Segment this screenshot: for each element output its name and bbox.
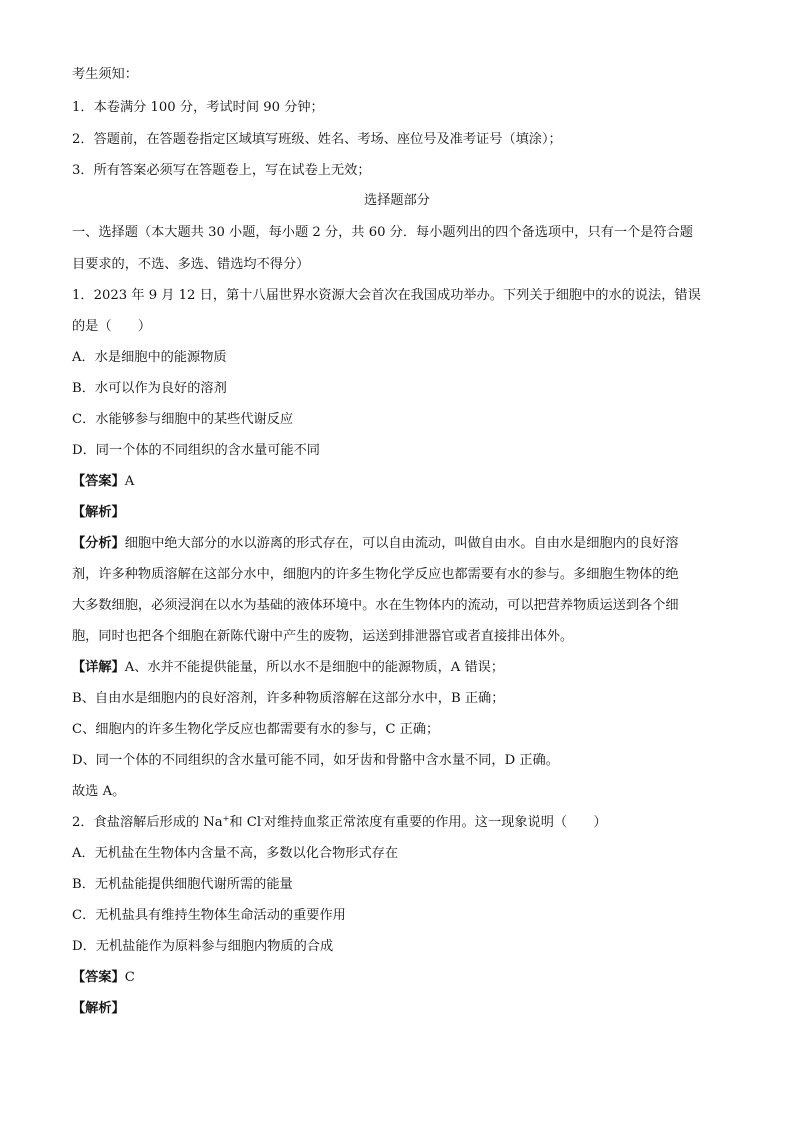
q1-fenxi-text-1: 细胞中绝大部分的水以游离的形式存在，可以自由流动，叫做自由水。自由水是细胞内的良好溶 xyxy=(124,536,679,551)
q2-option-b: B．无机盐能提供细胞代谢所需的能量 xyxy=(72,877,293,892)
q1-fenxi-line-4: 胞，同时也把各个细胞在新陈代谢中产生的废物，运送到排泄器官或者直接排出体外。 xyxy=(72,629,574,644)
part-one-line-2: 目要求的，不选、多选、错选均不得分） xyxy=(72,257,310,272)
q1-analysis-label: 【解析】 xyxy=(72,505,125,520)
notice-item-1: 1．本卷满分 100 分，考试时间 90 分钟； xyxy=(72,100,324,115)
q2-answer-value: C xyxy=(124,970,135,985)
q2-answer xyxy=(72,969,135,987)
q2-stem xyxy=(72,814,607,832)
q2-option-c: C．无机盐具有维持生物体生命活动的重要作用 xyxy=(72,908,346,923)
q1-answer-value: A xyxy=(124,474,135,489)
q1-fenxi-line-3: 大多数细胞，必须浸润在以水为基础的液体环境中。水在生物体内的流动，可以把营养物质运送到各个细 xyxy=(72,598,679,613)
q1-stem-line-1: 1．2023 年 9 月 12 日，第十八届世界水资源大会首次在我国成功举办。下列关于细胞中的水的说法，错误 xyxy=(72,288,701,303)
q1-answer-label: 【答案】 xyxy=(72,474,125,489)
q1-option-d: D．同一个体的不同组织的含水量可能不同 xyxy=(72,443,320,458)
q1-option-a: A．水是细胞中的能源物质 xyxy=(72,350,227,365)
notice-title: 考生须知： xyxy=(72,67,138,82)
q1-fenxi-line-2: 剂，许多种物质溶解在这部分水中，细胞内的许多生物化学反应也都需要有水的参与。多细胞生物体的绝 xyxy=(72,567,679,582)
q1-xiangjie-line-4: D、同一个体的不同组织的含水量可能不同，如牙齿和骨骼中含水量不同，D 正确。 xyxy=(72,753,559,768)
q2-stem-post: 对维持血浆正常浓度有重要的作用。这一现象说明（ ） xyxy=(263,815,607,830)
q2-analysis-label: 【解析】 xyxy=(72,1001,125,1016)
notice-item-3: 3．所有答案必须写在答题卷上，写在试卷上无效； xyxy=(72,163,371,178)
q1-xiangjie-text-1: A、水并不能提供能量，所以水不是细胞中的能源物质，A 错误； xyxy=(124,660,505,675)
q1-conclusion: 故选 A。 xyxy=(72,784,126,799)
q1-xiangjie-line-2: B、自由水是细胞内的良好溶剂，许多种物质溶解在这部分水中，B 正确； xyxy=(72,691,505,706)
part-one-line-1: 一、选择题（本大题共 30 小题，每小题 2 分，共 60 分．每小题列出的四个备选项中，只有一个是符合题 xyxy=(72,225,693,240)
q2-option-a: A．无机盐在生物体内含量不高，多数以化合物形式存在 xyxy=(72,846,399,861)
q1-option-b: B．水可以作为良好的溶剂 xyxy=(72,381,227,396)
q2-stem-pre: 2．食盐溶解后形成的 Na xyxy=(72,815,223,830)
q2-answer-label: 【答案】 xyxy=(72,970,125,985)
q1-xiangjie-line-1 xyxy=(72,659,504,677)
q2-stem-mid: 和 Cl xyxy=(229,815,262,830)
q1-answer xyxy=(72,473,134,491)
q2-option-d: D．无机盐能作为原料参与细胞内物质的合成 xyxy=(72,939,334,954)
q1-fenxi-label: 【分析】 xyxy=(72,536,125,551)
q2-sup-minus: - xyxy=(261,814,264,823)
q1-stem-line-2: 的是（ ） xyxy=(72,319,152,334)
notice-item-2: 2．答题前，在答题卷指定区域填写班级、姓名、考场、座位号及准考证号（填涂）； xyxy=(72,132,562,147)
q1-fenxi-line-1 xyxy=(72,535,679,553)
q2-sup-plus: + xyxy=(222,814,230,823)
q1-xiangjie-line-3: C、细胞内的许多生物化学反应也都需要有水的参与，C 正确； xyxy=(72,722,440,737)
q1-xiangjie-label: 【详解】 xyxy=(72,660,125,675)
q1-option-c: C．水能够参与细胞中的某些代谢反应 xyxy=(72,412,294,427)
section-title: 选择题部分 xyxy=(364,193,430,208)
